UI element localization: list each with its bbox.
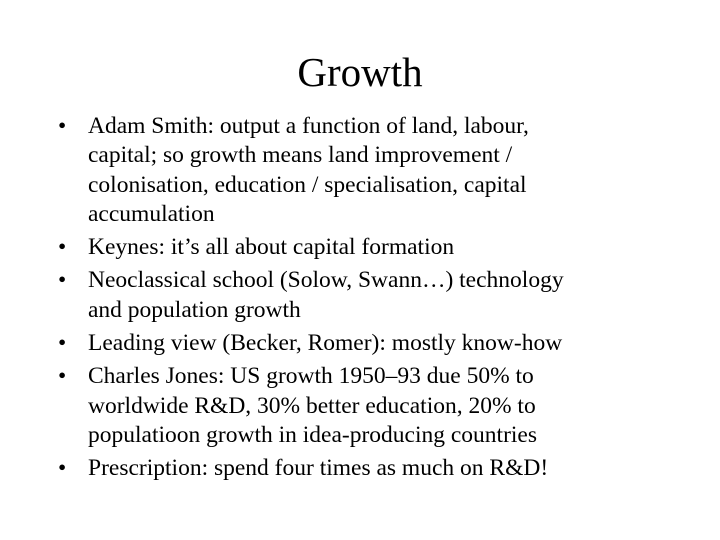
bullet-text [88,266,678,325]
bullet-item [58,329,678,358]
bullet-text [88,112,678,229]
bullet-item [58,112,678,229]
bullet-icon: • [58,113,67,139]
bullet-icon: • [58,330,67,357]
bullet-item [58,266,678,325]
bullet-item [58,362,678,450]
bullet-line: colonisation, education / specialisation, capital [88,171,527,198]
bullet-line: capital; so growth means land improvement / [88,142,513,169]
bullet-line: populatioon growth in idea-producing countries [88,421,538,448]
bullet-line: Leading view (Becker, Romer): mostly know-how [88,330,563,357]
bullet-line: and population growth [88,296,301,323]
bullet-line: Keynes: it’s all about capital formation [88,234,455,261]
bullet-item [58,454,678,483]
bullet-line: Neoclassical school (Solow, Swann…) technology [88,267,564,294]
bullet-line: worldwide R&D, 30% better education, 20% to [88,392,536,419]
bullet-line: Prescription: spend four times as much on R&D! [88,455,549,482]
bullet-icon: • [58,363,67,390]
bullet-item [58,233,678,262]
bullet-icon: • [58,455,67,482]
bullet-icon: • [58,234,67,261]
bullet-text [88,329,678,358]
bullet-text [88,362,678,450]
slide-title: Growth [297,49,423,95]
bullet-line: Adam Smith: output a function of land, labour, [88,113,529,139]
bullet-line: Charles Jones: US growth 1950–93 due 50% to [88,363,534,390]
bullet-line: accumulation [88,200,215,227]
bullet-text [88,233,678,262]
bullet-text [88,454,678,483]
bullet-icon: • [58,267,67,294]
bullet-list [58,112,678,488]
